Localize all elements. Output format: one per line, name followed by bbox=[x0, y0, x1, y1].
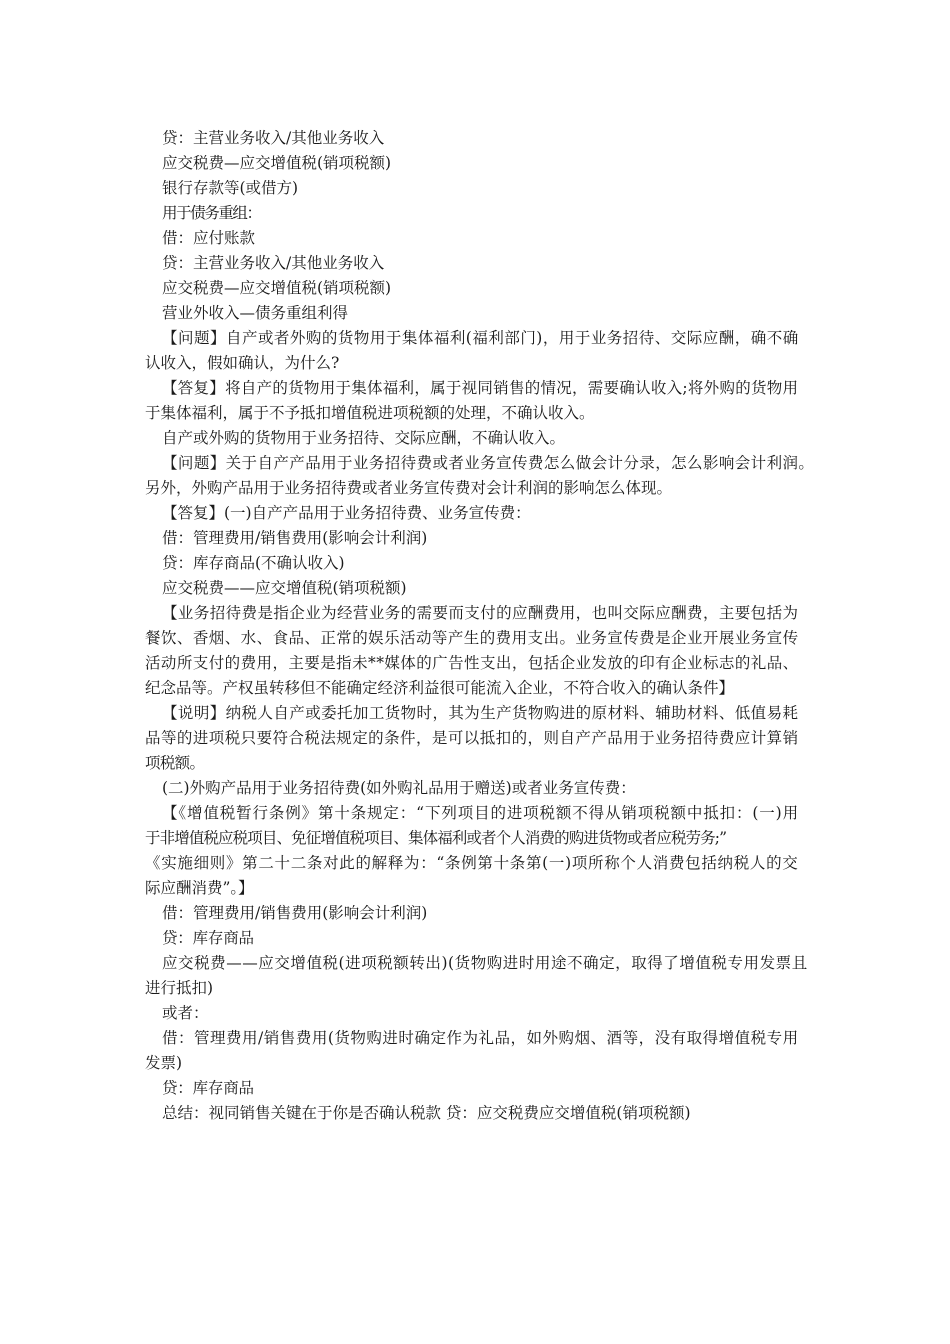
text-line: 应交税费——应交增值税(销项税额) bbox=[162, 579, 407, 597]
text-line: 借：应付账款 bbox=[162, 229, 256, 247]
text-line: 项税额。 bbox=[145, 754, 205, 772]
text-line: 自产或外购的货物用于业务招待、交际应酬，不确认收入。 bbox=[162, 429, 566, 447]
text-line: 贷：主营业务收入/其他业务收入 bbox=[162, 129, 385, 147]
text-line: 借：管理费用/销售费用(影响会计利润) bbox=[162, 904, 428, 922]
text-line: 餐饮、香烟、水、食品、正常的娱乐活动等产生的费用支出。业务宣传费是企业开展业务宣传 bbox=[145, 629, 799, 647]
text-line: 认收入，假如确认，为什么? bbox=[145, 354, 340, 372]
text-line: 【答复】将自产的货物用于集体福利，属于视同销售的情况，需要确认收入;将外购的货物用 bbox=[162, 379, 799, 397]
text-line: 贷：主营业务收入/其他业务收入 bbox=[162, 254, 385, 272]
text-line: 贷：库存商品 bbox=[162, 1079, 254, 1097]
text-line: 【说明】纳税人自产或委托加工货物时，其为生产货物购进的原材料、辅助材料、低值易耗 bbox=[162, 704, 799, 722]
text-line: 或者： bbox=[162, 1004, 209, 1022]
text-line: 【问题】自产或者外购的货物用于集体福利(福利部门)，用于业务招待、交际应酬，确不确 bbox=[162, 329, 799, 347]
text-line: 于集体福利，属于不予抵扣增值税进项税额的处理，不确认收入。 bbox=[145, 404, 595, 422]
text-line: 借：管理费用/销售费用(货物购进时确定作为礼品，如外购烟、酒等，没有取得增值税专用 bbox=[162, 1029, 799, 1047]
text-line: (二)外购产品用于业务招待费(如外购礼品用于赠送)或者业务宣传费： bbox=[162, 779, 636, 797]
text-line: 贷：库存商品 bbox=[162, 929, 254, 947]
text-line: 【业务招待费是指企业为经营业务的需要而支付的应酬费用，也叫交际应酬费，主要包括为 bbox=[162, 604, 799, 622]
text-line: 贷：库存商品(不确认收入) bbox=[162, 554, 345, 572]
text-line: 营业外收入—债务重组利得 bbox=[162, 304, 349, 322]
text-line: 【答复】(一)自产产品用于业务招待费、业务宣传费： bbox=[162, 504, 531, 522]
text-line: 于非增值税应税项目、免征增值税项目、集体福利或者个人消费的购进货物或者应税劳务;” bbox=[145, 829, 727, 847]
text-line: 《实施细则》第二十二条对此的解释为：“条例第十条第(一)项所称个人消费包括纳税人的交 bbox=[145, 854, 799, 872]
text-line: 应交税费—应交增值税(销项税额) bbox=[162, 279, 392, 297]
text-line: 应交税费—应交增值税(销项税额) bbox=[162, 154, 392, 172]
text-line: 纪念品等。产权虽转移但不能确定经济利益很可能流入企业，不符合收入的确认条件】 bbox=[145, 679, 735, 697]
text-line: 借：管理费用/销售费用(影响会计利润) bbox=[162, 529, 428, 547]
text-line: 银行存款等(或借方) bbox=[162, 179, 299, 197]
text-line: 另外，外购产品用于业务招待费或者业务宣传费对会计利润的影响怎么体现。 bbox=[145, 479, 673, 497]
text-line: 发票) bbox=[145, 1054, 183, 1072]
text-line: 际应酬消费”。】 bbox=[145, 879, 254, 897]
text-line: 活动所支付的费用，主要是指未**媒体的广告性支出，包括企业发放的印有企业标志的礼品、 bbox=[145, 654, 799, 672]
text-line: 总结：视同销售关键在于你是否确认税款 贷：应交税费应交增值税(销项税额) bbox=[162, 1104, 691, 1122]
text-line: 【问题】关于自产产品用于业务招待费或者业务宣传费怎么做会计分录，怎么影响会计利润。 bbox=[162, 454, 815, 472]
text-line: 应交税费——应交增值税(进项税额转出)(货物购进时用途不确定，取得了增值税专用发票且 bbox=[162, 954, 808, 972]
text-line: 用于债务重组： bbox=[162, 204, 261, 222]
text-line: 品等的进项税只要符合税法规定的条件，是可以抵扣的，则自产产品用于业务招待费应计算销 bbox=[145, 729, 799, 747]
text-line: 进行抵扣) bbox=[145, 979, 214, 997]
text-line: 【《增值税暂行条例》第十条规定：“下列项目的进项税额不得从销项税额中抵扣：(一)用 bbox=[162, 804, 799, 822]
